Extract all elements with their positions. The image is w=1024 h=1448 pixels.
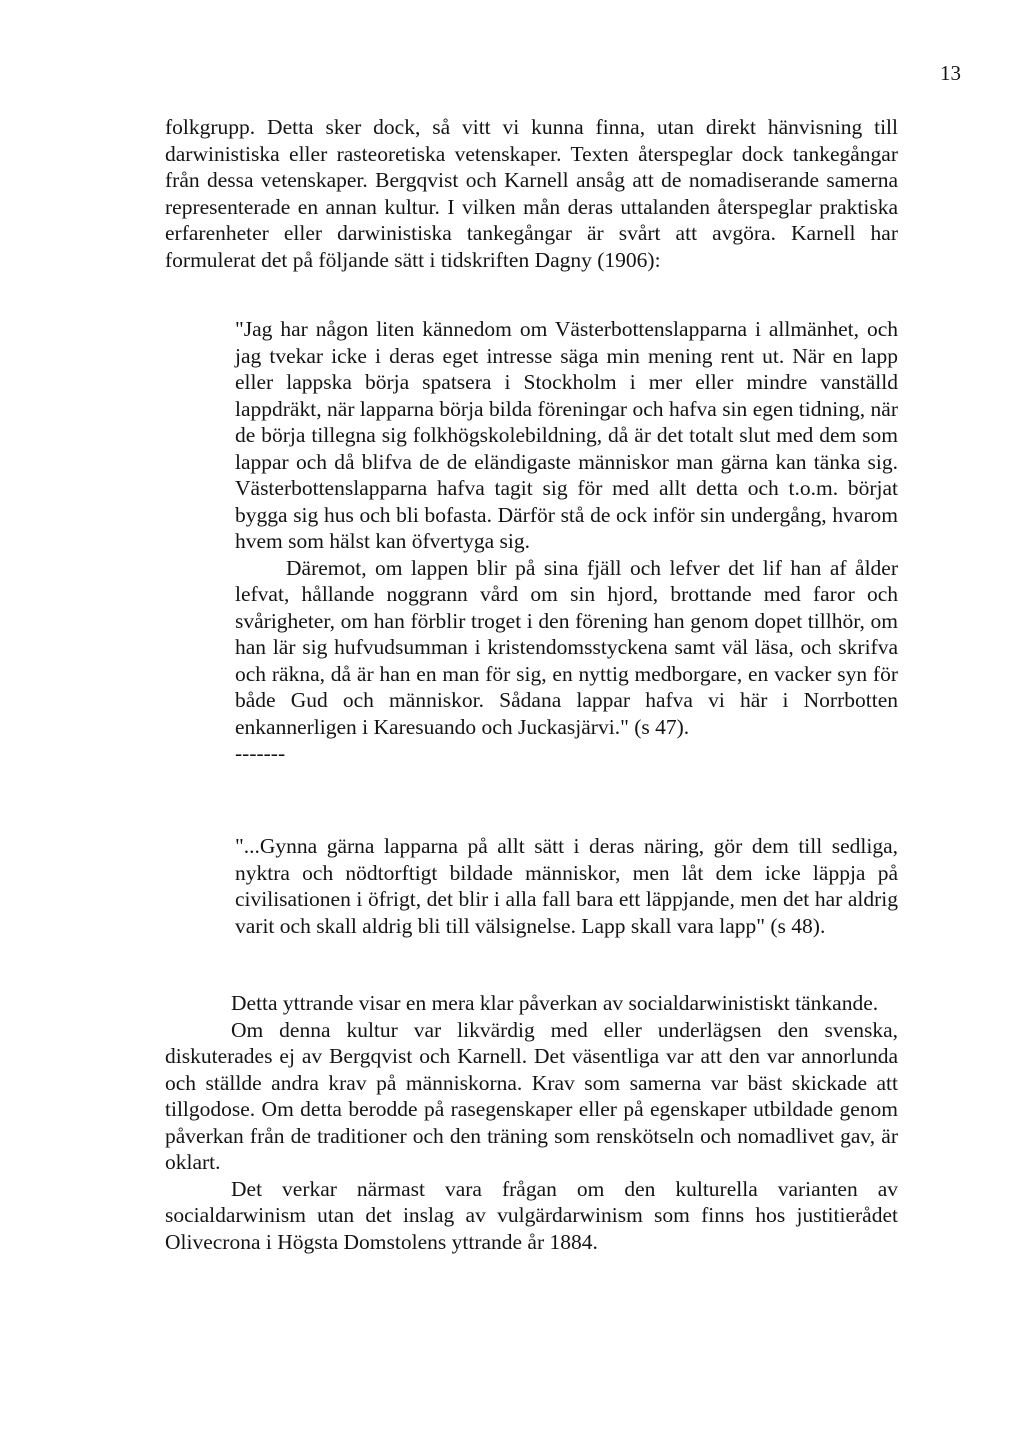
conclusion-section — [165, 990, 898, 1255]
quote1-paragraph-1: "Jag har någon liten kännedom om Västerbottenslapparna i allmänhet, och jag tvekar icke i deras eget intresse säga min mening rent ut. När en lapp eller lappska börja spatsera i Stockholm i mer eller mindre vanställd lappdräkt, när lapparna börja bilda föreningar och hafva sin egen tidning, när de börja tillegna sig folkhögskolebildning, då är det totalt slut med dem som lappar och då blifva de de eländigaste människor man gärna kan tänka sig. Västerbottenslapparna hafva tagit sig för med allt detta och t.o.m. börjat bygga sig hus och bli bofasta. Därför stå de ock inför sin undergång, hvarom hvem som hälst kan öfvertyga sig. — [235, 317, 898, 553]
intro-text: folkgrupp. Detta sker dock, så vitt vi kunna finna, utan direkt hänvisning till darwinistiska eller rasteoretiska vetenskaper. Texten återspeglar dock tankegångar från dessa vetenskaper. Bergqvist och Karnell ansåg att de nomadiserande samerna representerade en annan kultur. I vilken mån deras uttalanden återspeglar praktiska erfarenheter eller darwinistiska tankegångar är svårt att avgöra. Karnell har formulerat det på följande sätt i tidskriften Dagny (1906): — [165, 115, 898, 272]
quote1-paragraph-2: Däremot, om lappen blir på sina fjäll och lefver det lif han af ålder lefvat, hållande noggrann vård om sin hjord, brottande med faror och svårigheter, om han förblir troget i den förening han genom dopet tillhör, om han lär sig hufvudsumman i kristendomsstyckena samt väl läsa, och skrifva och räkna, då är han en man för sig, en nyttig medborgare, en vacker syn för både Gud och människor. Sådana lappar hafva vi här i Norrbotten enkannerligen i Karesuando och Juckasjärvi." (s 47). — [235, 555, 898, 739]
block-quote-2 — [235, 833, 898, 939]
conclusion-paragraph-2: Om denna kultur var likvärdig med eller underlägsen den svenska, diskuterades ej av Bergqvist och Karnell. Det väsentliga var att den var annorlunda och ställde andra krav på människorna. Krav som samerna var bäst skickade att tillgodose. Om detta berodde på rasegenskaper eller på egenskaper utbildade genom påverkan från de traditioner och den träning som renskötseln och nomadlivet gav, är oklart. — [165, 1017, 898, 1174]
page-number: 13 — [940, 61, 961, 85]
block-quote-1 — [235, 316, 898, 767]
conclusion-paragraph-3: Det verkar närmast vara frågan om den kulturella varianten av socialdarwinism utan det inslag av vulgärdarwinism som finns hos justitierådet Olivecrona i Högsta Domstolens yttrande år 1884. — [165, 1176, 898, 1254]
quote2-paragraph: "...Gynna gärna lapparna på allt sätt i deras näring, gör dem till sedliga, nyktra och nödtorftigt bildade människor, men låt dem icke läppja på civilisationen i öfrigt, det blir i alla fall bara ett läppjande, men det har aldrig varit och skall aldrig bli till välsignelse. Lapp skall vara lapp" (s 48). — [235, 834, 898, 938]
conclusion-paragraph-1: Detta yttrande visar en mera klar påverkan av socialdarwinistiskt tänkande. — [231, 991, 879, 1015]
quote-separator: ------- — [235, 741, 286, 765]
intro-paragraph — [165, 114, 898, 273]
